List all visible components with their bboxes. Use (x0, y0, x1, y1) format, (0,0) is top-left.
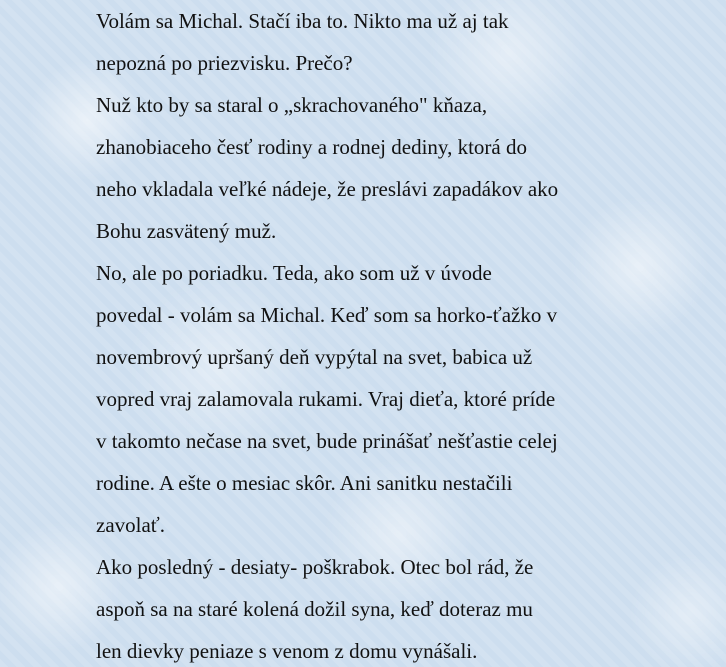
text-line: povedal - volám sa Michal. Keď som sa horko-ťažko v (96, 303, 558, 327)
text-line: zhanobiaceho česť rodiny a rodnej dediny, ktorá do (96, 135, 527, 159)
text-line: len dievky peniaze s venom z domu vynášali. (96, 639, 478, 663)
text-line: vopred vraj zalamovala rukami. Vraj dieťa, ktoré príde (96, 387, 556, 411)
text-line: rodine. A ešte o mesiac skôr. Ani sanitku nestačili (96, 471, 513, 495)
text-line: zavolať. (96, 513, 166, 537)
text-line: Volám sa Michal. Stačí iba to. Nikto ma už aj tak (96, 9, 509, 33)
text-line: Ako posledný - desiaty- poškrabok. Otec bol rád, že (96, 555, 534, 579)
story-text (96, 0, 716, 667)
text-line: novembrový upršaný deň vypýtal na svet, babica už (96, 345, 533, 369)
text-line: Nuž kto by sa staral o „skrachovaného" kňaza, (96, 93, 488, 117)
text-line: neho vkladala veľké nádeje, že preslávi zapadákov ako (96, 177, 559, 201)
text-line: Bohu zasvätený muž. (96, 219, 277, 243)
text-line: aspoň sa na staré kolená dožil syna, keď doteraz mu (96, 597, 533, 621)
text-line: No, ale po poriadku. Teda, ako som už v úvode (96, 261, 492, 285)
text-line: v takomto nečase na svet, bude prinášať nešťastie celej (96, 429, 558, 453)
text-line: nepozná po priezvisku. Prečo? (96, 51, 353, 75)
